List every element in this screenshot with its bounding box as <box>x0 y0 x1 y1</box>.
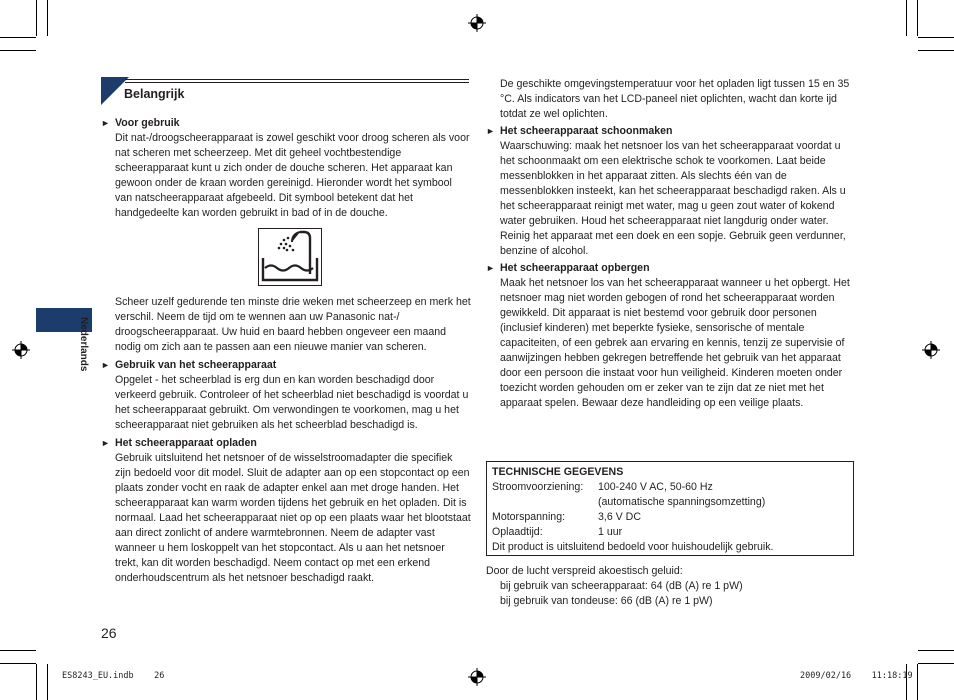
section-text: De geschikte omgevingstemperatuur voor het opladen ligt tussen 15 en 35 °C. Als indicators van het LCD-paneel niet oplichten, wacht dan korte ijd totdat ze wel oplichten. <box>500 78 850 120</box>
triangle-right-icon: ► <box>486 263 495 273</box>
section-text: Scheer uzelf gedurende ten minste drie weken met scheerzeep en merk het verschil. Neem de tijd om te wennen aan uw Panasonic nat-/ droogscheerapparaat. Uw huid en baard hebben ongeveer een maand nodig om zich aan te passen aan een nieuwe manier van scheren. <box>115 296 471 353</box>
specs-title: TECHNISCHE GEGEVENS <box>492 466 624 478</box>
specs-row-motor: Motorspanning: 3,6 V DC <box>492 511 641 523</box>
registration-mark-icon <box>12 341 30 359</box>
noise-block <box>486 564 856 609</box>
specs-box: TECHNISCHE GEGEVENS Stroomvoorziening: 100-240 V AC, 50-60 Hz (automatische spanningsomzetting) Motorspanning: 3,6 V DC Oplaadtijd: 1 uur Dit product is uitsluitend bedoeld voor huishoudelijk gebruik. <box>486 461 854 556</box>
section-text: Dit nat-/droogscheerapparaat is zowel geschikt voor droog scheren als voor nat scheren met scheerzeep. Met dit geheel vochtbestendige scheerapparaat kunt u zich onder de douche scheren. Het apparaat kan gewoon onder de kraan worden gereinigd. Hieronder wordt het symbool van natscheerapparaat afgebeeld. Dit symbool betekent dat het handgedeelte kan worden gebruikt in bad of in de douche. <box>115 132 470 219</box>
side-tab-label: Nederlands <box>78 317 89 372</box>
section-text: Maak het netsnoer los van het scheerapparaat wanneer u het opbergt. Het netsnoer mag niet worden gebogen of rond het scheerapparaat worden gewikkeld. Dit apparaat is niet bestemd voor gebruik door personen (inclusief kinderen) met beperkte fysieke, sensorische of mentale capaciteiten, of een gebrek aan ervaring en kennis, tenzij ze supervisie of aanwijzingen hebben gekregen betreffende het gebruik van het apparaat door een persoon die instaat voor hun veiligheid. Kinderen moeten onder toezicht worden gehouden om er zeker van te zijn dat ze niet met het apparaat spelen. Bewaar deze handleiding op een veilige plaats. <box>500 277 850 409</box>
left-column-2 <box>101 295 471 586</box>
section-schoonmaken: ► Het scheerapparaat schoonmaken <box>486 125 673 137</box>
section-voor-gebruik: ► Voor gebruik <box>101 117 180 129</box>
page-number: 26 <box>101 625 117 641</box>
section-text: Gebruik uitsluitend het netsnoer of de wisselstroomadapter die specifiek zijn bedoeld voor dit model. Sluit de adapter aan op een stopcontact op een plaats zonder vocht en raak de adapter enkel aan met droge handen. Het scheerapparaat kan warm worden tijdens het gebruik en het opladen. Dit is normaal. Laad het scheerapparaat niet op op een plaats waar het blootstaat aan direct zonlicht of andere warmtebronnen. Neem de adapter vast wanneer u hem loskoppelt van het stopcontact. Als u aan het netsnoer trekt, kan dit worden beschadigd. Neem contact op met een erkend onderhoudscentrum als het netsnoer beschadigd raakt. <box>115 452 471 584</box>
specs-row-power: Stroomvoorziening: 100-240 V AC, 50-60 Hz <box>492 481 713 493</box>
registration-mark-icon <box>468 668 486 686</box>
noise-intro: Door de lucht verspreid akoestisch geluid: <box>486 565 683 577</box>
triangle-right-icon: ► <box>101 118 110 128</box>
registration-mark-icon <box>922 341 940 359</box>
noise-line: bij gebruik van tondeuse: 66 (dB (A) re 1 pW) <box>500 595 713 607</box>
header-rule-2 <box>125 82 469 83</box>
shower-bath-icon <box>258 228 322 286</box>
header-rule <box>125 79 469 80</box>
noise-line: bij gebruik van scheerapparaat: 64 (dB (A) re 1 pW) <box>500 580 743 592</box>
left-column <box>101 116 471 221</box>
right-column <box>486 77 856 411</box>
specs-note: Dit product is uitsluitend bedoeld voor huishoudelijk gebruik. <box>492 541 774 553</box>
section-opladen: ► Het scheerapparaat opladen <box>101 437 257 449</box>
triangle-right-icon: ► <box>486 126 495 136</box>
section-opbergen: ► Het scheerapparaat opbergen <box>486 262 650 274</box>
triangle-right-icon: ► <box>101 438 110 448</box>
footer-slug-right: 2009/02/16 11:18:19 <box>800 671 913 681</box>
section-text: Waarschuwing: maak het netsnoer los van het scheerapparaat voordat u het schoonmaakt om een elektrische schok te voorkomen. Laat beide messenblokken in het apparaat zitten. Als slechts één van de messenblokken insteekt, kan het scheerapparaat beschadigd raken. Als u het scheerapparaat reinigt met water, mag u geen zout water of kokend water gebruiken. Houd het scheerapparaat niet langdurig onder water. Reinig het apparaat met een doek en een sopje. Gebruik geen verdunner, benzine of alcohol. <box>500 140 846 257</box>
registration-mark-icon <box>468 14 486 32</box>
page-title: Belangrijk <box>124 87 185 101</box>
specs-row-charge: Oplaadtijd: 1 uur <box>492 526 623 538</box>
section-gebruik: ► Gebruik van het scheerapparaat <box>101 359 277 371</box>
footer-slug-left: ES8243_EU.indb 26 <box>62 671 165 681</box>
triangle-right-icon: ► <box>101 360 110 370</box>
section-text: Opgelet - het scheerblad is erg dun en kan worden beschadigd door verkeerd gebruik. Controleer of het scheerblad niet beschadigd is voordat u het scheerapparaat gebruikt. Om verwondingen te voorkomen, mag u het scheerapparaat niet gebruiken als het scheerblad beschadigd is. <box>115 374 469 431</box>
